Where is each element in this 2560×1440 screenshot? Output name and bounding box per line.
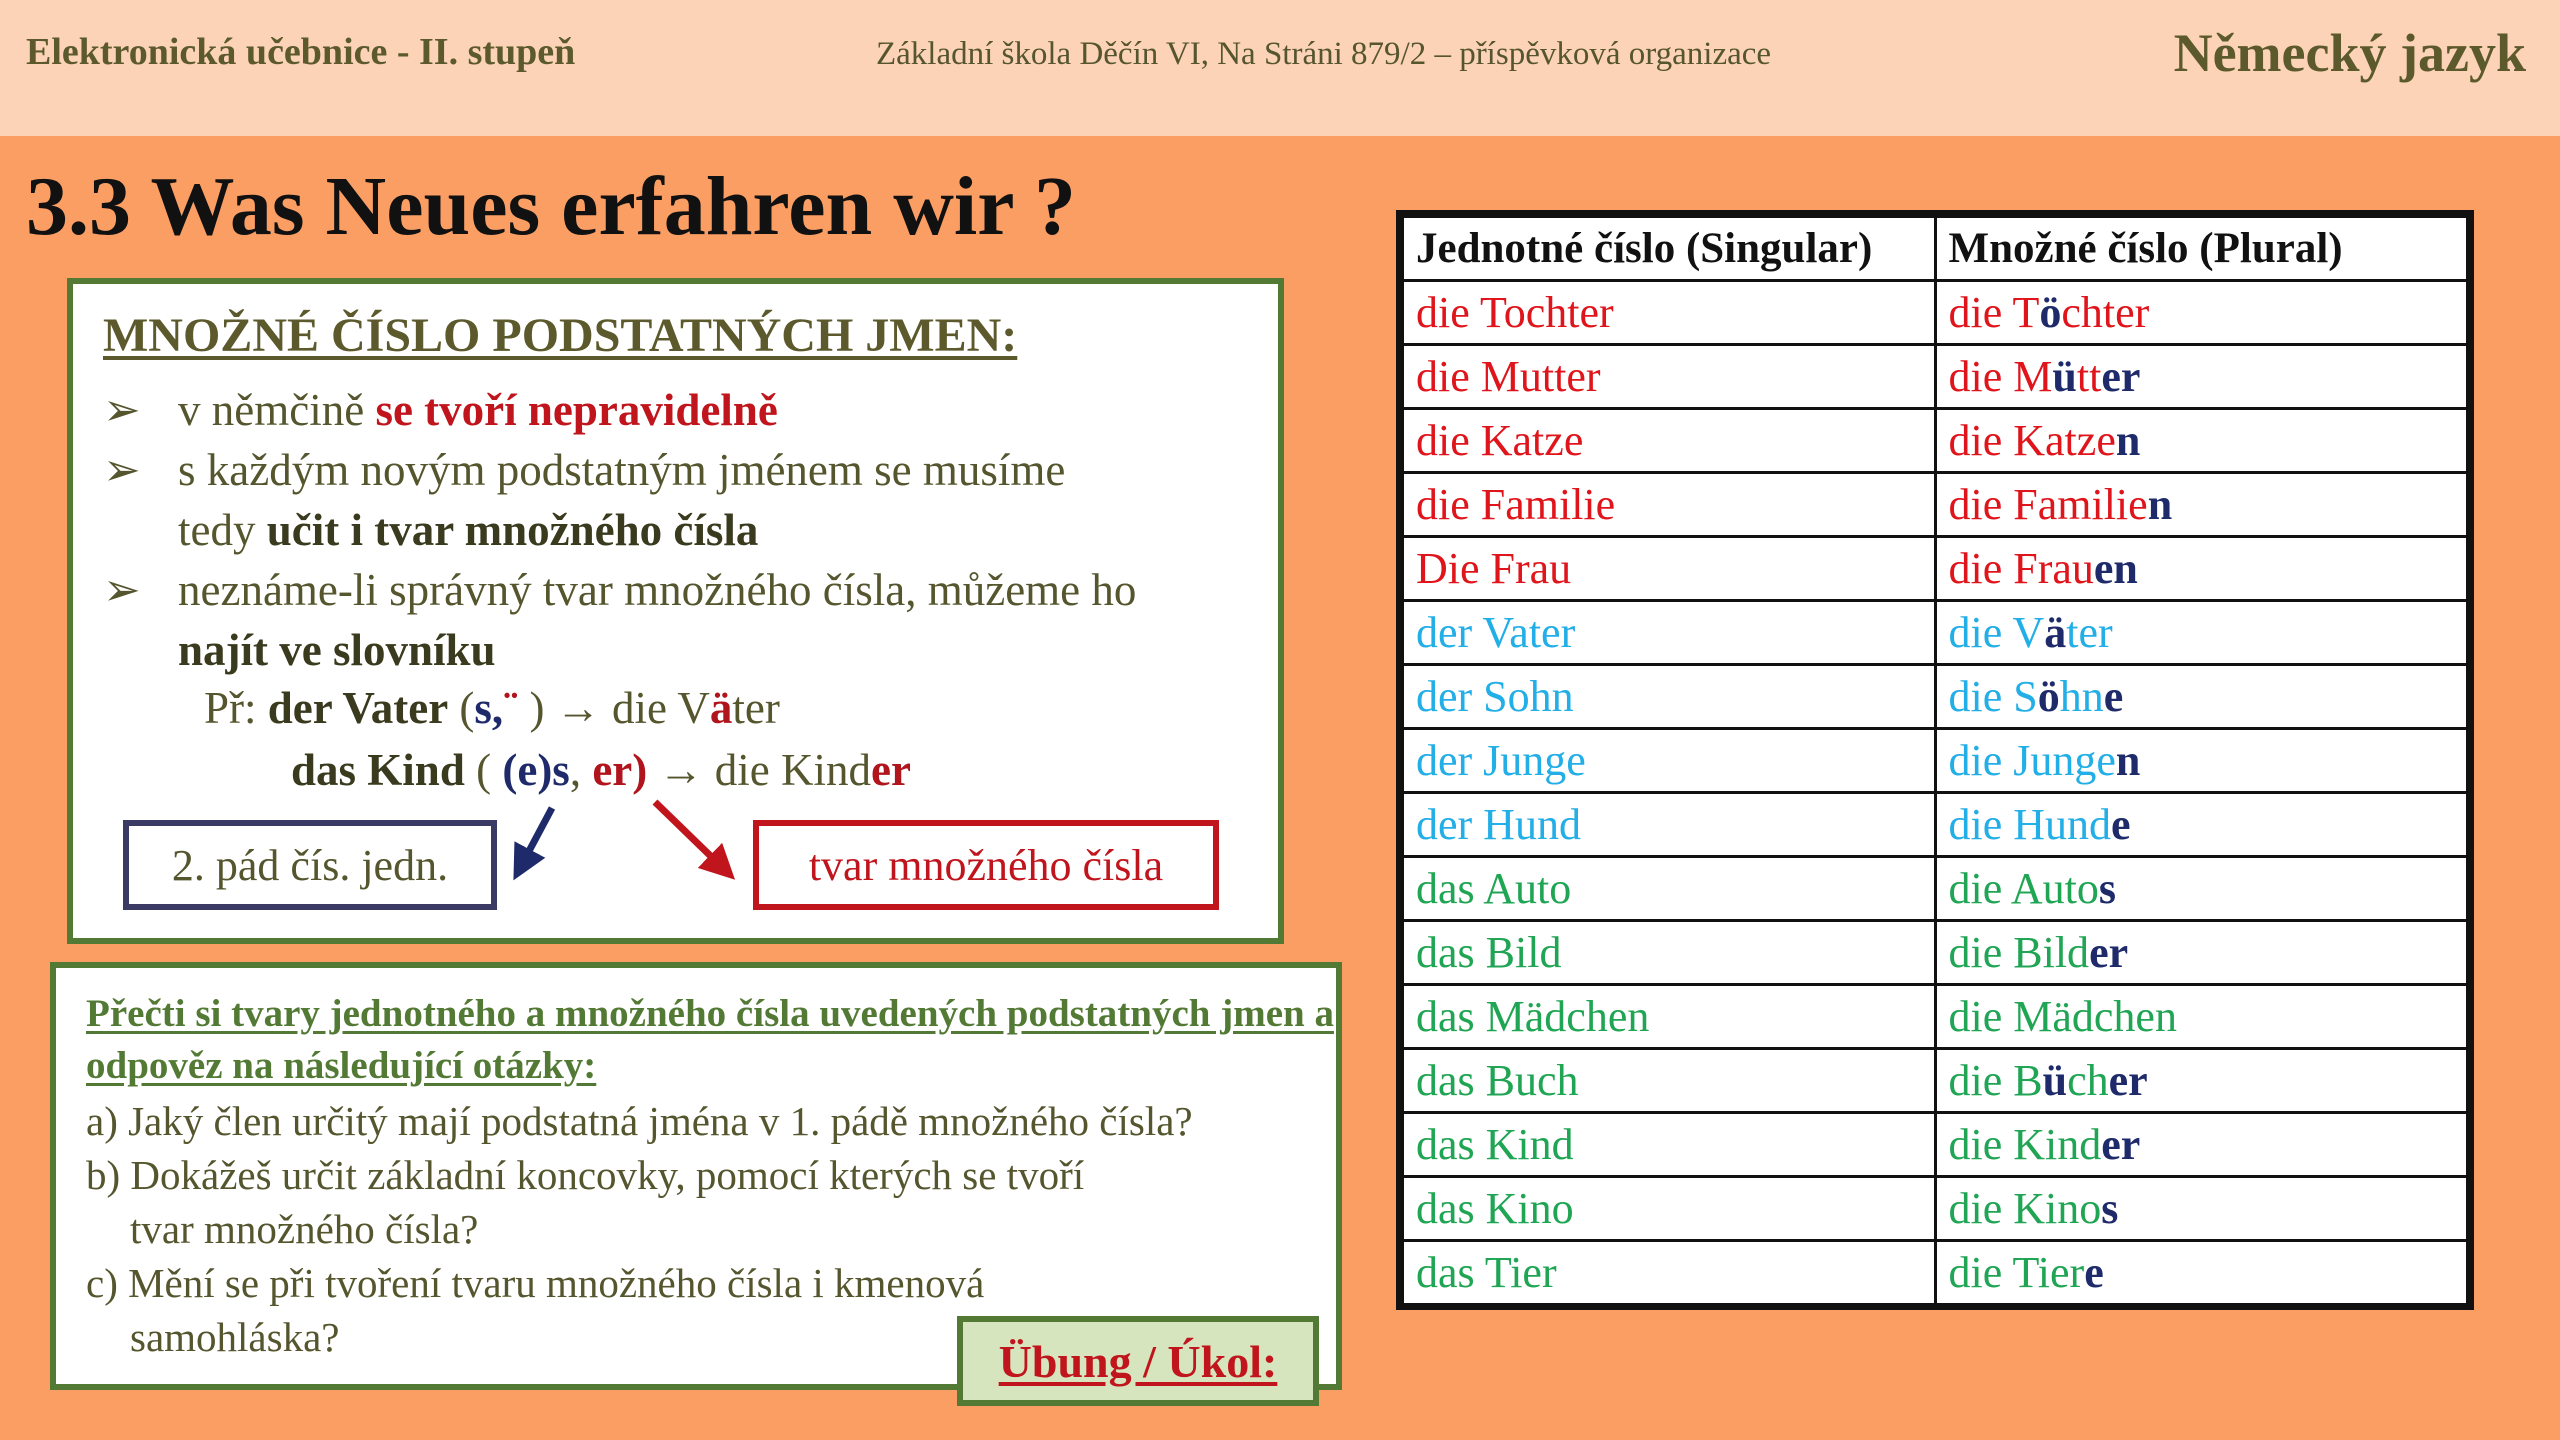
bullet-arrow-icon: ➢ — [103, 445, 141, 495]
plural-change: en — [2093, 544, 2138, 593]
example-genitive: (e)s — [502, 745, 570, 795]
plural-segment: chter — [2061, 288, 2150, 337]
example-word: der Vater — [267, 683, 449, 733]
example-word: das Kind — [291, 745, 465, 795]
singular-cell: der Vater — [1403, 601, 1936, 665]
plural-segment: tt — [2076, 352, 2102, 401]
plural-change: er — [2101, 1120, 2141, 1169]
singular-cell: die Familie — [1403, 473, 1936, 537]
singular-cell: das Auto — [1403, 857, 1936, 921]
plural-change: e — [2111, 800, 2131, 849]
plural-change: ü — [2052, 352, 2077, 401]
plural-segment: die Katze — [1948, 416, 2116, 465]
singular-cell: die Katze — [1403, 409, 1936, 473]
bullet-text: tedy — [178, 505, 267, 555]
example-result: → die V — [544, 683, 710, 733]
example-genitive: s, — [474, 683, 504, 733]
singular-cell: das Kino — [1403, 1177, 1936, 1241]
plural-arrow-icon — [655, 802, 725, 870]
header-school-name: Základní škola Děčín VI, Na Stráni 879/2 – příspěvková organizace — [876, 36, 1772, 72]
singular-cell: das Buch — [1403, 1049, 1936, 1113]
example-prefix: Př: — [204, 683, 257, 733]
example-result-end: ter — [732, 683, 780, 733]
question-c: c) Mění se při tvoření tvaru množného čísla i kmenová — [86, 1260, 985, 1306]
plural-segment: die V — [1948, 608, 2045, 657]
singular-cell: das Bild — [1403, 921, 1936, 985]
example-paren: ( — [464, 745, 503, 795]
genitive-arrow-icon — [520, 808, 552, 868]
plural-change: er — [2101, 352, 2141, 401]
rules-heading: MNOŽNÉ ČÍSLO PODSTATNÝCH JMEN: — [103, 309, 1018, 362]
bullet-text: s každým novým podstatným jménem se musíme — [178, 445, 1066, 495]
plural-segment: die Bild — [1948, 928, 2090, 977]
example-comma: , — [569, 745, 593, 795]
example-umlaut: ä — [709, 683, 733, 733]
singular-cell: die Tochter — [1403, 281, 1936, 345]
column-header-plural: Množné číslo (Plural) — [1935, 217, 2468, 281]
plural-change: er — [2108, 1056, 2148, 1105]
example-plural-ending: er — [592, 745, 633, 795]
plural-change: e — [2084, 1248, 2104, 1297]
plural-change: e — [2103, 672, 2124, 721]
plural-change: ä — [2044, 608, 2067, 657]
singular-cell: der Junge — [1403, 729, 1936, 793]
singular-cell: der Sohn — [1403, 665, 1936, 729]
plural-change: n — [2147, 480, 2173, 529]
plural-segment: die S — [1948, 672, 2038, 721]
plural-segment: die Hund — [1948, 800, 2112, 849]
plural-change: s — [2101, 1184, 2119, 1233]
plural-change: ü — [2042, 1056, 2068, 1105]
plural-change: ö — [2037, 672, 2060, 721]
question-c-cont: samohláska? — [130, 1314, 340, 1360]
singular-cell: das Mädchen — [1403, 985, 1936, 1049]
plural-segment: ter — [2066, 608, 2113, 657]
plural-segment: die Auto — [1948, 864, 2099, 913]
plural-segment: ch — [2067, 1056, 2109, 1105]
bullet-text: v němčině — [178, 385, 376, 435]
plural-change: ö — [2039, 288, 2062, 337]
plural-change: n — [2115, 416, 2141, 465]
plural-change: s — [2098, 864, 2116, 913]
example-umlaut-mark: ¨ — [503, 683, 519, 733]
plural-change: n — [2115, 736, 2141, 785]
header-subject: Německý jazyk — [2173, 23, 2526, 83]
question-b: b) Dokážeš určit základní koncovky, pomocí kterých se tvoří — [86, 1152, 1085, 1198]
singular-cell: die Mutter — [1403, 345, 1936, 409]
plural-label-box: tvar množného čísla — [753, 820, 1219, 910]
header-textbook-label: Elektronická učebnice - II. stupeň — [26, 31, 576, 73]
bullet-emphasis: učit i tvar množného čísla — [266, 505, 759, 555]
plural-segment: die Tier — [1948, 1248, 2085, 1297]
plural-segment: die Junge — [1948, 736, 2116, 785]
singular-cell: das Kind — [1403, 1113, 1936, 1177]
plural-segment: die Frau — [1948, 544, 2094, 593]
question-b-cont: tvar množného čísla? — [130, 1206, 479, 1252]
bullet-arrow-icon: ➢ — [103, 565, 141, 615]
example-result: → die Kind — [647, 745, 872, 795]
bullet-emphasis: se tvoří nepravidelně — [375, 385, 778, 435]
example-paren: ) — [518, 683, 545, 733]
plural-segment: die M — [1948, 352, 2053, 401]
plural-segment: die Kind — [1948, 1120, 2102, 1169]
singular-cell: Die Frau — [1403, 537, 1936, 601]
plural-segment: die Mädchen — [1948, 992, 2177, 1041]
example-paren: ( — [448, 683, 475, 733]
plural-segment: hn — [2059, 672, 2104, 721]
bullet-arrow-icon: ➢ — [103, 385, 141, 435]
plural-change: er — [2089, 928, 2129, 977]
plural-segment: die T — [1948, 288, 2040, 337]
genitive-label-box: 2. pád čís. jedn. — [123, 820, 497, 910]
question-a: a) Jaký člen určitý mají podstatná jména v 1. pádě množného čísla? — [86, 1098, 1193, 1144]
example-result-end: er — [871, 745, 911, 795]
page-title: 3.3 Was Neues erfahren wir ? — [26, 160, 1076, 253]
task-instruction: Přečti si tvary jednotného a množného čísla uvedených podstatných jmen a odpověz na následující otázky: — [86, 992, 1334, 1087]
singular-cell: das Tier — [1403, 1241, 1936, 1305]
bullet-text: neznáme-li správný tvar množného čísla, můžeme ho — [178, 565, 1137, 615]
singular-cell: der Hund — [1403, 793, 1936, 857]
column-header-singular: Jednotné číslo (Singular) — [1403, 217, 1936, 281]
plural-segment: die B — [1948, 1056, 2043, 1105]
plural-segment: die Familie — [1948, 480, 2148, 529]
plural-segment: die Kino — [1948, 1184, 2102, 1233]
example-paren: ) — [632, 745, 648, 795]
bullet-emphasis: najít ve slovníku — [178, 625, 496, 675]
exercise-label: Übung / Úkol: — [957, 1316, 1319, 1406]
